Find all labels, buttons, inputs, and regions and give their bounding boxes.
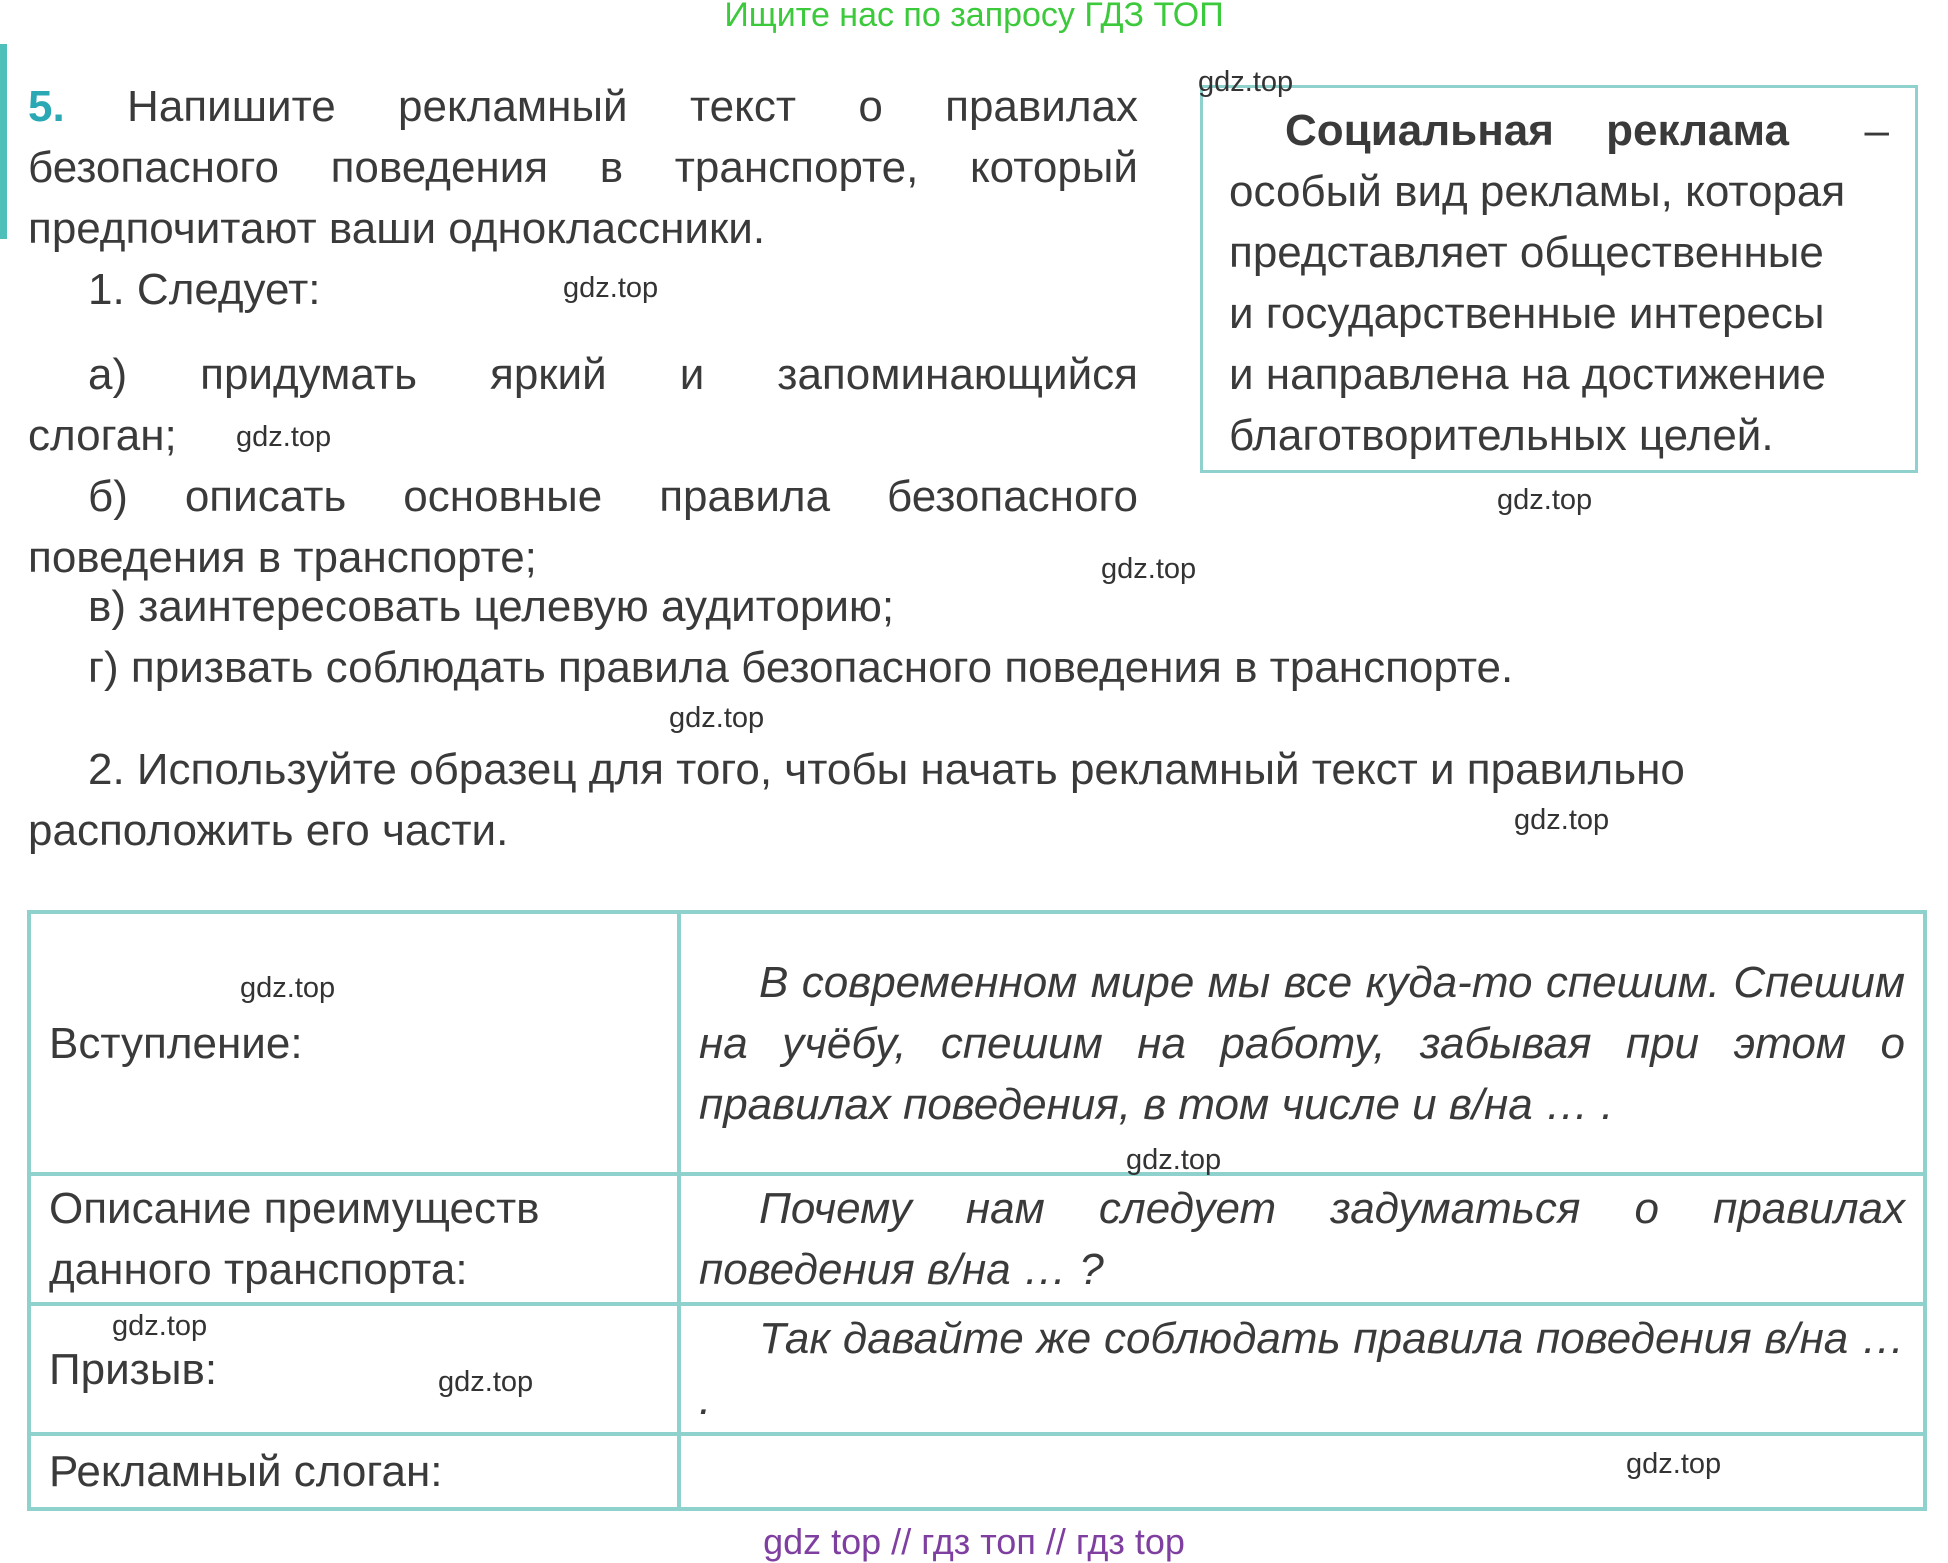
watermark: gdz.top: [563, 272, 659, 304]
footer-watermark: gdz top // гдз топ // гдз top: [763, 1521, 1185, 1562]
item-b-line-1: б) описать основные правила безопасного: [88, 472, 1138, 521]
task-line-1: 5. Напишите рекламный текст о правилах: [28, 82, 1138, 131]
row-label: Вступление:: [29, 912, 679, 1174]
step-1-heading: 1. Следует:: [88, 265, 321, 314]
watermark: gdz.top: [1101, 553, 1197, 585]
row-sample: Так давайте же соблюдать правила поведения в/на … .: [679, 1304, 1925, 1434]
watermark: gdz.top: [1497, 484, 1593, 516]
watermark: gdz.top: [236, 421, 332, 453]
top-banner[interactable]: Ищите нас по запросу ГДЗ ТОП: [724, 0, 1224, 34]
definition-line-5: и направлена на достижение: [1229, 350, 1826, 399]
watermark: gdz.top: [112, 1310, 208, 1342]
task-number: 5.: [28, 82, 65, 131]
watermark: gdz.top: [1626, 1448, 1722, 1480]
row-label: Призыв:: [29, 1304, 679, 1434]
table-row: [29, 1174, 1925, 1304]
table-row: [29, 1304, 1925, 1434]
item-a-line-2: слоган;: [28, 411, 177, 460]
definition-line-1: [1229, 100, 1889, 161]
task-block: [28, 76, 1138, 588]
watermark: gdz.top: [1126, 1144, 1222, 1176]
item-v: в) заинтересовать целевую аудиторию;: [88, 582, 895, 631]
watermark: gdz.top: [1514, 804, 1610, 836]
task-line-3: предпочитают ваши одноклассники.: [28, 204, 766, 253]
table-row: [29, 912, 1925, 1174]
watermark: gdz.top: [438, 1366, 534, 1398]
step-2-block: [28, 739, 1928, 861]
item-b-line-2: поведения в транспорте;: [28, 533, 537, 582]
step-2-line-2: расположить его части.: [28, 806, 509, 855]
step-2-line-1: 2. Используйте образец для того, чтобы начать рекламный текст и правильно: [88, 745, 1685, 794]
row-sample: В современном мире мы все куда-то спешим. Спешим на учёбу, спешим на работу, забывая при этом о правилах поведения, в том числе и в/на … .: [679, 912, 1925, 1174]
definition-line-6: благотворительных целей.: [1229, 411, 1774, 460]
item-g: г) призвать соблюдать правила безопасного поведения в транспорте.: [88, 643, 1514, 692]
watermark: gdz.top: [669, 702, 765, 734]
definition-line-3: представляет общественные: [1229, 228, 1824, 277]
watermark: gdz.top: [240, 972, 336, 1004]
definition-term: Социальная реклама: [1285, 106, 1789, 155]
row-label: Описание преимуществ данного транспорта:: [29, 1174, 679, 1304]
definition-dash: –: [1864, 106, 1889, 155]
item-a-line-1: а) придумать яркий и запоминающийся: [88, 350, 1138, 399]
row-sample: Почему нам следует задуматься о правилах поведения в/на … ?: [679, 1174, 1925, 1304]
definition-line-4: и государственные интересы: [1229, 289, 1825, 338]
definition-box: [1200, 85, 1918, 473]
row-label: Рекламный слоган:: [29, 1434, 679, 1509]
definition-line-2: особый вид рекламы, которая: [1229, 167, 1846, 216]
task-line-2: безопасного поведения в транспорте, который: [28, 143, 1138, 192]
row-sample: [679, 1434, 1925, 1509]
accent-bar: [0, 44, 7, 239]
watermark: gdz.top: [1198, 66, 1294, 98]
